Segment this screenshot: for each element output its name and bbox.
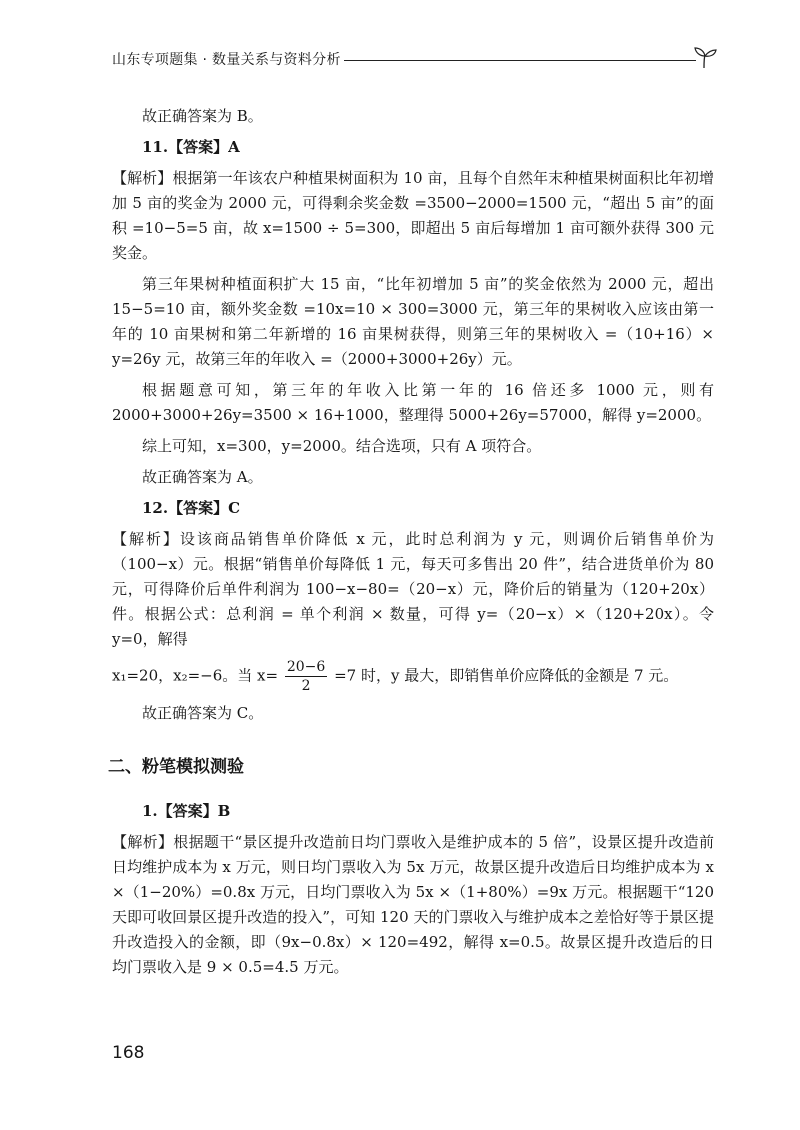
question-11-summary: 综上可知，x=300，y=2000。结合选项，只有 A 项符合。	[142, 437, 542, 455]
question-12-roots: x₁=20，x₂=−6。当 x=	[112, 666, 279, 685]
question-11-analysis-1: 【解析】根据第一年该农户种植果树面积为 10 亩，且每个自然年末种植果树面积比年初增加 5 亩的奖金为 2000 元，可得剩余奖金数 =3500−2000=1500 元，“超出 5 亩”的面积 =10−5=5 亩，故 x=1500 ÷ 5=300，即超出 5 亩后每增加 1 亩可额外获得 300 元奖金。	[112, 169, 714, 262]
question-12-answer: 12.【答案】C	[142, 499, 241, 517]
question-11-analysis-2: 第三年果树种植面积扩大 15 亩，“比年初增加 5 亩”的奖金依然为 2000 元，超出 15−5=10 亩，额外奖金数 =10x=10 × 300=3000 元，第三年的果树收入应该由第一年的 10 亩果树和第二年新增的 16 亩果树获得，则第三年的果树收入 =（10+16）× y=26y 元，故第三年的年收入 =（2000+3000+26y）元。	[112, 275, 714, 368]
question-12-final-answer: 故正确答案为 C。	[142, 704, 264, 722]
fraction	[285, 658, 327, 695]
fraction-denominator: 2	[301, 678, 311, 694]
question-12-analysis: 【解析】设该商品销售单价降低 x 元，此时总利润为 y 元，则调价后销售单价为（100−x）元。根据“销售单价每降低 1 元，每天可多售出 20 件”，结合进货单价为 80 元，可得降价后单件利润为 100−x−80=（20−x）元，降价后的销量为（120+20x）件。根据公式：总利润 = 单个利润 × 数量，可得 y=（20−x）×（120+20x）。令 y=0，解得	[112, 530, 714, 648]
question-12-result: =7 时，y 最大，即销售单价应降低的金额是 7 元。	[334, 666, 679, 685]
question-11-answer: 11.【答案】A	[142, 138, 240, 156]
question-11-analysis-3: 根据题意可知，第三年的年收入比第一年的 16 倍还多 1000 元，则有 2000+3000+26y=3500 × 16+1000，整理得 5000+26y=57000，解得 y=2000。	[112, 381, 714, 424]
page-header	[112, 46, 718, 74]
question-11-final-answer: 故正确答案为 A。	[142, 468, 263, 486]
page-content	[108, 104, 714, 986]
section2-question-1-analysis: 【解析】根据题干“景区提升改造前日均门票收入是维护成本的 5 倍”，设景区提升改造前日均维护成本为 x 万元，则日均门票收入为 5x 万元，故景区提升改造后日均维护成本为 x ×（1−20%）=0.8x 万元，日均门票收入为 5x ×（1+80%）=9x 万元。根据题干“120 天即可收回景区提升改造的投入”，可知 120 天的门票收入与维护成本之差恰好等于景区提升改造投入的金额，即（9x−0.8x）× 120=492，解得 x=0.5。故景区提升改造后的日均门票收入是 9 × 0.5=4.5 万元。	[112, 833, 714, 976]
section-title: 二、粉笔模拟测验	[108, 757, 244, 777]
answer-line: 故正确答案为 B。	[142, 107, 263, 125]
page-number: 168	[112, 1043, 145, 1063]
section2-question-1-answer: 1.【答案】B	[142, 802, 231, 820]
fraction-numerator: 20−6	[286, 659, 326, 675]
header-title: 山东专项题集 · 数量关系与资料分析	[112, 52, 341, 68]
question-12-solution	[112, 658, 714, 695]
sprout-icon	[692, 46, 718, 70]
header-rule	[344, 60, 696, 61]
